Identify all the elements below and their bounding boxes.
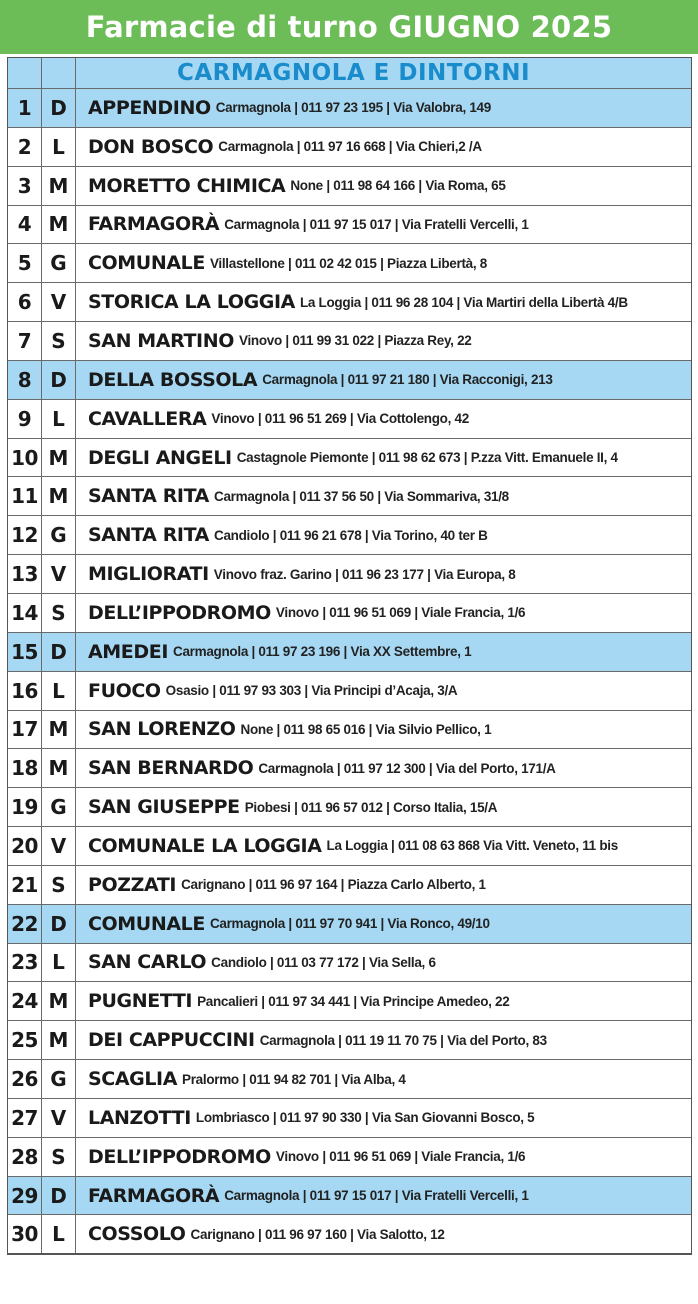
table-row — [8, 243, 691, 282]
pharmacy-details: Pralormo | 011 94 82 701 | Via Alba, 4 — [182, 1071, 406, 1087]
pharmacy-details: Carmagnola | 011 97 16 668 | Via Chieri,2 /A — [218, 139, 482, 155]
day-number: 17 — [8, 711, 42, 749]
pharmacy-details: Carmagnola | 011 19 11 70 75 | Via del Porto, 83 — [259, 1032, 547, 1048]
day-number: 2 — [8, 128, 42, 166]
weekday-letter: S — [42, 594, 76, 632]
day-number: 7 — [8, 322, 42, 360]
weekday-letter: V — [42, 827, 76, 865]
day-number: 21 — [8, 866, 42, 904]
pharmacy-info — [76, 672, 691, 710]
pharmacy-details: Vinovo fraz. Garino | 011 96 23 177 | Via Europa, 8 — [213, 566, 516, 582]
day-number: 19 — [8, 788, 42, 826]
pharmacy-info — [76, 594, 691, 632]
pharmacy-info — [76, 439, 691, 477]
weekday-letter: M — [42, 477, 76, 515]
weekday-letter: S — [42, 322, 76, 360]
table-row — [8, 710, 691, 749]
pharmacy-details: Carmagnola | 011 97 21 180 | Via Racconigi, 213 — [262, 372, 553, 388]
pharmacy-info — [76, 322, 691, 360]
table-row — [8, 671, 691, 710]
table-row — [8, 1059, 691, 1098]
pharmacy-name: SAN LORENZO — [88, 718, 236, 741]
day-number: 1 — [8, 89, 42, 127]
pharmacy-details: Candiolo | 011 96 21 678 | Via Torino, 40 ter B — [214, 527, 488, 543]
pharmacy-info — [76, 361, 691, 399]
day-number: 14 — [8, 594, 42, 632]
day-number: 12 — [8, 516, 42, 554]
pharmacy-name: DELL’IPPODROMO — [88, 1145, 271, 1168]
table-row — [8, 1176, 691, 1215]
weekday-letter: M — [42, 439, 76, 477]
pharmacy-details: Villastellone | 011 02 42 015 | Piazza Libertà, 8 — [209, 255, 487, 271]
day-number: 28 — [8, 1138, 42, 1176]
pharmacy-info — [76, 1060, 691, 1098]
pharmacy-info — [76, 944, 691, 982]
weekday-letter: M — [42, 749, 76, 787]
pharmacy-name: MORETTO CHIMICA — [88, 174, 286, 197]
pharmacy-details: Carmagnola | 011 97 23 196 | Via XX Settembre, 1 — [173, 644, 472, 660]
table-row — [8, 399, 691, 438]
pharmacy-details: Castagnole Piemonte | 011 98 62 673 | P.zza Vitt. Emanuele II, 4 — [236, 450, 618, 466]
table-row — [8, 476, 691, 515]
day-number: 13 — [8, 555, 42, 593]
pharmacy-details: Carmagnola | 011 97 12 300 | Via del Porto, 171/A — [258, 760, 556, 776]
table-row — [8, 904, 691, 943]
weekday-letter: L — [42, 944, 76, 982]
pharmacy-name: SCAGLIA — [88, 1068, 178, 1091]
weekday-letter: D — [42, 905, 76, 943]
table-row — [8, 787, 691, 826]
pharmacy-name: DEGLI ANGELI — [88, 446, 232, 469]
pharmacy-info — [76, 633, 691, 671]
table-row — [8, 865, 691, 904]
pharmacy-info — [76, 982, 691, 1020]
pharmacy-details: Vinovo | 011 99 31 022 | Piazza Rey, 22 — [238, 333, 472, 349]
weekday-letter: V — [42, 283, 76, 321]
table-row — [8, 205, 691, 244]
pharmacy-info — [76, 749, 691, 787]
pharmacy-name: APPENDINO — [88, 96, 211, 119]
day-number: 23 — [8, 944, 42, 982]
weekday-letter: M — [42, 167, 76, 205]
table-row — [8, 1214, 691, 1253]
pharmacy-info — [76, 1215, 691, 1253]
weekday-letter: G — [42, 788, 76, 826]
pharmacy-info — [76, 477, 691, 515]
table-row — [8, 282, 691, 321]
pharmacy-name: FARMAGORÀ — [88, 213, 220, 236]
table-row — [8, 943, 691, 982]
weekday-letter: L — [42, 128, 76, 166]
table-row — [8, 1020, 691, 1059]
pharmacy-info — [76, 827, 691, 865]
pharmacy-details: Carignano | 011 96 97 164 | Piazza Carlo Alberto, 1 — [181, 877, 486, 893]
page-title: Farmacie di turno GIUGNO 2025 — [0, 0, 698, 54]
pharmacy-name: SAN BERNARDO — [88, 757, 254, 780]
weekday-letter: S — [42, 1138, 76, 1176]
pharmacy-info — [76, 128, 691, 166]
day-number: 20 — [8, 827, 42, 865]
weekday-letter: V — [42, 1099, 76, 1137]
weekday-letter: G — [42, 516, 76, 554]
pharmacy-info — [76, 711, 691, 749]
pharmacy-details: None | 011 98 64 166 | Via Roma, 65 — [290, 178, 506, 194]
table-row — [8, 554, 691, 593]
weekday-letter: S — [42, 866, 76, 904]
pharmacy-details: La Loggia | 011 96 28 104 | Via Martiri della Libertà 4/B — [299, 294, 628, 310]
weekday-letter: M — [42, 1021, 76, 1059]
weekday-letter: D — [42, 1177, 76, 1215]
pharmacy-name: AMEDEI — [88, 640, 169, 663]
pharmacy-info — [76, 244, 691, 282]
weekday-letter: G — [42, 244, 76, 282]
day-number: 24 — [8, 982, 42, 1020]
pharmacy-name: DON BOSCO — [88, 135, 214, 158]
pharmacy-name: POZZATI — [88, 873, 177, 896]
weekday-letter: D — [42, 89, 76, 127]
pharmacy-info — [76, 89, 691, 127]
pharmacy-name: SANTA RITA — [88, 524, 209, 547]
pharmacy-name: CAVALLERA — [88, 407, 207, 430]
pharmacy-details: Piobesi | 011 96 57 012 | Corso Italia, 15/A — [244, 799, 498, 815]
pharmacy-name: STORICA LA LOGGIA — [88, 291, 295, 314]
pharmacy-info — [76, 905, 691, 943]
pharmacy-details: Carignano | 011 96 97 160 | Via Salotto, 12 — [190, 1226, 445, 1242]
pharmacy-name: COMUNALE — [88, 912, 205, 935]
pharmacy-details: Vinovo | 011 96 51 269 | Via Cottolengo, 42 — [211, 411, 469, 427]
weekday-letter: G — [42, 1060, 76, 1098]
table-row — [8, 826, 691, 865]
table-row — [8, 632, 691, 671]
table-row — [8, 166, 691, 205]
pharmacy-name: DELLA BOSSOLA — [88, 368, 258, 391]
pharmacy-details: Carmagnola | 011 97 70 941 | Via Ronco, 49/10 — [209, 916, 490, 932]
pharmacy-name: SANTA RITA — [88, 485, 209, 508]
day-number: 26 — [8, 1060, 42, 1098]
pharmacy-details: Vinovo | 011 96 51 069 | Viale Francia, 1/6 — [275, 605, 526, 621]
pharmacy-info — [76, 1138, 691, 1176]
pharmacy-info — [76, 1021, 691, 1059]
pharmacy-name: SAN CARLO — [88, 951, 207, 974]
table-row — [8, 981, 691, 1020]
day-number: 10 — [8, 439, 42, 477]
weekday-letter: D — [42, 361, 76, 399]
number-column-header — [8, 58, 42, 88]
pharmacy-details: Pancalieri | 011 97 34 441 | Via Principe Amedeo, 22 — [197, 993, 510, 1009]
pharmacy-info — [76, 555, 691, 593]
pharmacy-info — [76, 167, 691, 205]
table-row — [8, 360, 691, 399]
day-number: 16 — [8, 672, 42, 710]
table-row — [8, 748, 691, 787]
pharmacy-details: Candiolo | 011 03 77 172 | Via Sella, 6 — [211, 954, 436, 970]
day-column-header — [42, 58, 76, 88]
pharmacy-info — [76, 1099, 691, 1137]
pharmacy-name: FARMAGORÀ — [88, 1184, 220, 1207]
day-number: 8 — [8, 361, 42, 399]
pharmacy-info — [76, 400, 691, 438]
pharmacy-details: Lombriasco | 011 97 90 330 | Via San Giovanni Bosco, 5 — [195, 1110, 535, 1126]
pharmacy-name: MIGLIORATI — [88, 563, 209, 586]
table-row — [8, 438, 691, 477]
day-number: 15 — [8, 633, 42, 671]
pharmacy-details: Vinovo | 011 96 51 069 | Viale Francia, 1/6 — [275, 1149, 526, 1165]
table-row — [8, 593, 691, 632]
pharmacy-name: DEI CAPPUCCINI — [88, 1029, 255, 1052]
pharmacy-info — [76, 866, 691, 904]
weekday-letter: M — [42, 206, 76, 244]
table-row — [8, 88, 691, 127]
day-number: 22 — [8, 905, 42, 943]
day-number: 6 — [8, 283, 42, 321]
weekday-letter: M — [42, 982, 76, 1020]
day-number: 5 — [8, 244, 42, 282]
day-number: 18 — [8, 749, 42, 787]
day-number: 29 — [8, 1177, 42, 1215]
weekday-letter: L — [42, 672, 76, 710]
day-number: 4 — [8, 206, 42, 244]
pharmacy-name: LANZOTTI — [88, 1106, 191, 1129]
pharmacy-name: SAN MARTINO — [88, 329, 234, 352]
pharmacy-name: COSSOLO — [88, 1223, 186, 1246]
weekday-letter: M — [42, 711, 76, 749]
table-row — [8, 1137, 691, 1176]
table-row — [8, 515, 691, 554]
pharmacy-info — [76, 206, 691, 244]
weekday-letter: L — [42, 400, 76, 438]
pharmacy-info — [76, 788, 691, 826]
weekday-letter: V — [42, 555, 76, 593]
pharmacy-info — [76, 1177, 691, 1215]
pharmacy-name: DELL’IPPODROMO — [88, 601, 271, 624]
pharmacy-name: PUGNETTI — [88, 990, 193, 1013]
day-number: 3 — [8, 167, 42, 205]
pharmacy-details: Carmagnola | 011 37 56 50 | Via Sommariva, 31/8 — [214, 488, 509, 504]
table-row — [8, 127, 691, 166]
pharmacy-details: La Loggia | 011 08 63 868 Via Vitt. Veneto, 11 bis — [326, 838, 618, 854]
day-number: 9 — [8, 400, 42, 438]
pharmacy-info — [76, 283, 691, 321]
day-number: 27 — [8, 1099, 42, 1137]
pharmacy-schedule-table — [7, 57, 692, 1255]
day-number: 30 — [8, 1215, 42, 1253]
table-header-row — [8, 58, 691, 88]
table-subtitle: CARMAGNOLA E DINTORNI — [176, 60, 531, 86]
pharmacy-details: None | 011 98 65 016 | Via Silvio Pellico, 1 — [240, 721, 492, 737]
table-body — [8, 88, 691, 1253]
pharmacy-details: Carmagnola | 011 97 23 195 | Via Valobra, 149 — [215, 100, 491, 116]
weekday-letter: L — [42, 1215, 76, 1253]
pharmacy-name: SAN GIUSEPPE — [88, 796, 240, 819]
table-row — [8, 321, 691, 360]
pharmacy-name: COMUNALE — [88, 252, 205, 275]
day-number: 11 — [8, 477, 42, 515]
pharmacy-name: COMUNALE LA LOGGIA — [88, 834, 322, 857]
pharmacy-details: Carmagnola | 011 97 15 017 | Via Fratelli Vercelli, 1 — [224, 216, 529, 232]
pharmacy-name: FUOCO — [88, 679, 161, 702]
weekday-letter: D — [42, 633, 76, 671]
table-row — [8, 1098, 691, 1137]
pharmacy-details: Carmagnola | 011 97 15 017 | Via Fratelli Vercelli, 1 — [224, 1188, 529, 1204]
pharmacy-info — [76, 516, 691, 554]
day-number: 25 — [8, 1021, 42, 1059]
pharmacy-details: Osasio | 011 97 93 303 | Via Principi d’Acaja, 3/A — [165, 683, 458, 699]
